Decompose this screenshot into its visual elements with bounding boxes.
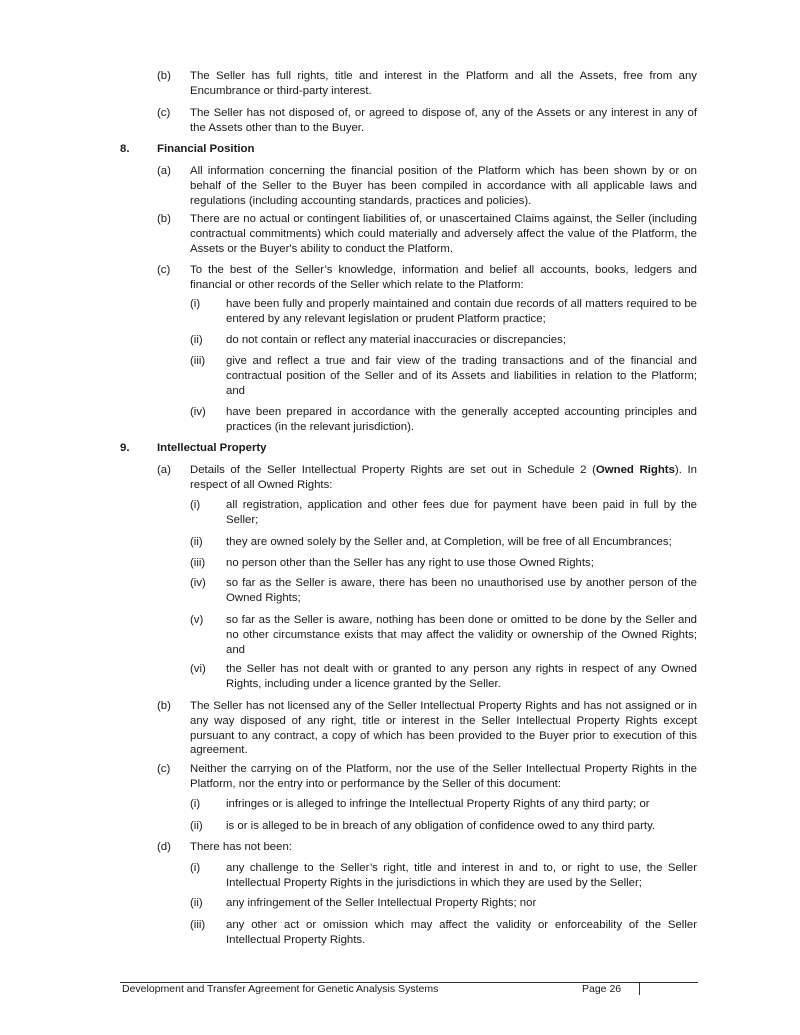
- section-number: 9.: [120, 442, 130, 454]
- footer-document-title: Development and Transfer Agreement for Genetic Analysis Systems: [122, 983, 439, 995]
- subclause-8c-ii: do not contain or reflect any material inaccuracies or discrepancies;: [226, 334, 566, 346]
- clause-9c: Neither the carrying on of the Platform, nor the use of the Seller Intellectual Property Rights in the Platform, nor the entry into or performance by the Seller of this document:: [190, 763, 697, 790]
- clause-label: (c): [157, 763, 171, 775]
- clause-8b: There are no actual or contingent liabilities of, or unascertained Claims against, the Seller (including contractual commitments) which could materially and adversely affect the value of the Platform, the Assets or the Buyer's ability to conduct the Platform.: [190, 213, 697, 255]
- subclause-9c-ii: is or is alleged to be in breach of any obligation of confidence owed to any third party.: [226, 820, 656, 832]
- page-number: Page 26: [582, 983, 622, 995]
- subclause-label: (i): [190, 499, 201, 511]
- clause-9a: Details of the Seller Intellectual Property Rights are set out in Schedule 2 (Owned Rights). In respect of all Owned Rights:: [190, 464, 697, 491]
- subclause-label: (i): [190, 862, 201, 874]
- section-title: Financial Position: [157, 143, 255, 155]
- subclause-label: (i): [190, 298, 201, 310]
- subclause-label: (iii): [190, 355, 206, 367]
- clause-label: (a): [157, 464, 171, 476]
- subclause-9c-i: infringes or is alleged to infringe the Intellectual Property Rights of any third party; or: [226, 798, 650, 810]
- clause-label: (d): [157, 841, 171, 853]
- subclause-8c-iii: give and reflect a true and fair view of the trading transactions and of the financial and contractual position of the Seller and of its Assets and liabilities in relation to the Platform; and: [226, 355, 697, 397]
- subclause-label: (i): [190, 798, 201, 810]
- subclause-label: (v): [190, 614, 204, 626]
- subclause-8c-i: have been fully and properly maintained and contain due records of all matters required to be entered by any relevant legislation or prudent Platform practice;: [226, 298, 697, 325]
- subclause-label: (ii): [190, 536, 203, 548]
- subclause-label: (iii): [190, 557, 206, 569]
- subclause-9a-i: all registration, application and other fees due for payment have been paid in full by the Seller;: [226, 499, 697, 526]
- subclause-9d-iii: any other act or omission which may affect the validity or enforceability of the Seller Intellectual Property Rights.: [226, 919, 697, 946]
- subclause-label: (vi): [190, 663, 206, 675]
- clause-label: (b): [157, 70, 171, 82]
- clause-label: (b): [157, 213, 171, 225]
- clause-8c: To the best of the Seller’s knowledge, information and belief all accounts, books, ledgers and financial or other records of the Seller which relate to the Platform:: [190, 264, 697, 291]
- subclause-label: (iii): [190, 919, 206, 931]
- clause-8a: All information concerning the financial position of the Platform which has been shown by or on behalf of the Seller to the Buyer has been compiled in accordance with all applicable laws and regulations (including accounting standards, practices and policies).: [190, 165, 697, 207]
- subclause-8c-iv: have been prepared in accordance with the generally accepted accounting principles and practices (in the relevant jurisdiction).: [226, 406, 697, 433]
- subclause-9a-v: so far as the Seller is aware, nothing has been done or omitted to be done by the Seller and no other circumstance exists that may affect the validity or ownership of the Owned Rights; and: [226, 614, 697, 656]
- subclause-label: (iv): [190, 577, 206, 589]
- subclause-9d-i: any challenge to the Seller’s right, title and interest in and to, or right to use, the Seller Intellectual Property Rights in the jurisdictions in which they are used by the Seller;: [226, 862, 697, 889]
- clause-label: (c): [157, 264, 171, 276]
- subclause-label: (iv): [190, 406, 206, 418]
- subclause-label: (ii): [190, 334, 203, 346]
- subclause-9a-iii: no person other than the Seller has any right to use those Owned Rights;: [226, 557, 594, 569]
- subclause-9d-ii: any infringement of the Seller Intellectual Property Rights; nor: [226, 897, 537, 909]
- defined-term: Owned Rights: [595, 464, 675, 476]
- section-number: 8.: [120, 143, 130, 155]
- clause-9b: The Seller has not licensed any of the Seller Intellectual Property Rights and has not assigned or in any way disposed of any right, title or interest in the Seller Intellectual Property Rights except pursuant to any contract, a copy of which has been provided to the Buyer prior to execution of this agreement.: [190, 700, 697, 757]
- subclause-label: (ii): [190, 897, 203, 909]
- subclause-label: (ii): [190, 820, 203, 832]
- footer-divider: [639, 982, 640, 995]
- clause-label: (a): [157, 165, 171, 177]
- subclause-9a-iv: so far as the Seller is aware, there has been no unauthorised use by another person of the Owned Rights;: [226, 577, 697, 604]
- subclause-9a-vi: the Seller has not dealt with or granted to any person any rights in respect of any Owned Rights, including under a licence granted by the Seller.: [226, 663, 697, 690]
- section-title: Intellectual Property: [157, 442, 267, 454]
- clause-label: (c): [157, 107, 171, 119]
- clause-label: (b): [157, 700, 171, 712]
- clause-7c: The Seller has not disposed of, or agreed to dispose of, any of the Assets or any interest in any of the Assets other than to the Buyer.: [190, 107, 697, 134]
- clause-9d: There has not been:: [190, 841, 292, 853]
- clause-7b: The Seller has full rights, title and interest in the Platform and all the Assets, free from any Encumbrance or third-party interest.: [190, 70, 697, 97]
- subclause-9a-ii: they are owned solely by the Seller and, at Completion, will be free of all Encumbrances;: [226, 536, 672, 548]
